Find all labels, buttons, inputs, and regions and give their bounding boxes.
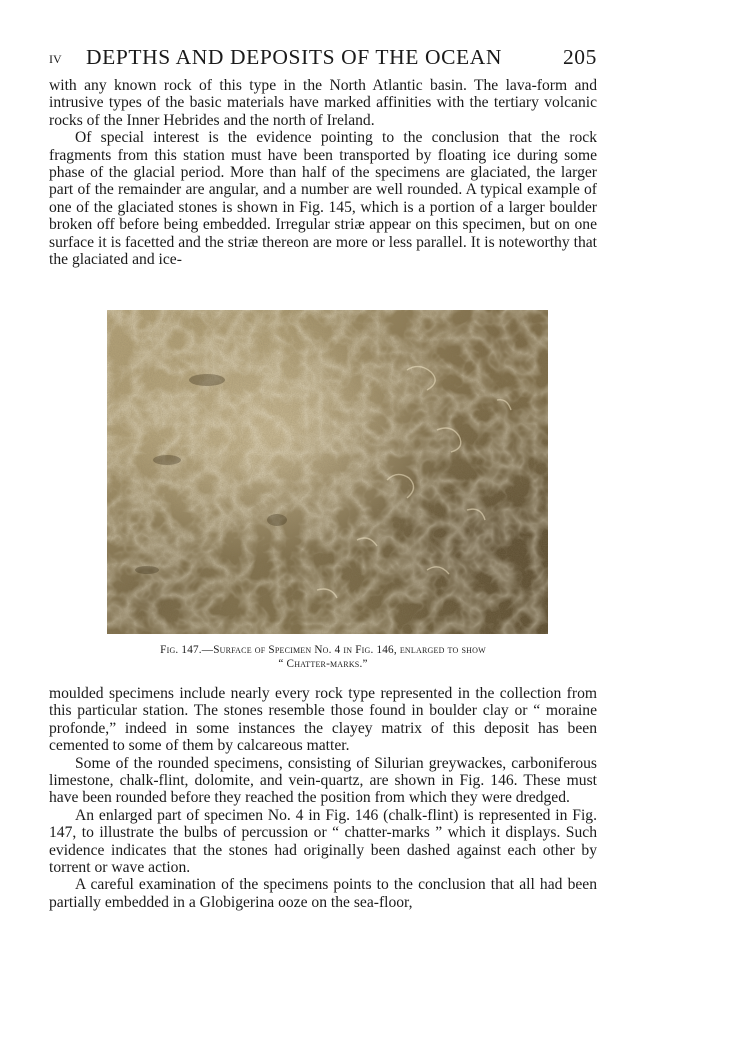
caption-line: “ Chatter-marks.”: [278, 658, 368, 670]
figure-147-photograph: [107, 310, 548, 634]
paragraph: Some of the rounded specimens, consisting of Silurian greywackes, carboniferous limestone, chalk-flint, dolomite, and vein-quartz, are shown in Fig. 146. These must have been rounded before they reached the position from which they were dredged.: [49, 754, 597, 807]
paragraph: with any known rock of this type in the North Atlantic basin. The lava-form and intrusive types of the basic materials have marked affinities with the tertiary volcanic rocks of the Inner Hebrides and the north of Ireland.: [49, 77, 597, 129]
figure-caption: [49, 643, 597, 671]
running-title: DEPTHS AND DEPOSITS OF THE OCEAN: [86, 45, 502, 69]
page-number: 205: [562, 45, 597, 69]
rock-surface-texture: [107, 310, 548, 634]
text-block-bottom: [49, 685, 597, 911]
paragraph: A careful examination of the specimens points to the conclusion that all had been partially embedded in a Globigerina ooze on the sea-floor,: [49, 876, 597, 911]
section-numeral: IV: [49, 52, 62, 66]
paragraph: An enlarged part of specimen No. 4 in Fig. 146 (chalk-flint) is represented in Fig. 147, to illustrate the bulbs of percussion or “ chatter-marks ” which it displays. Such evidence indicates that the stones had originally been dashed against each other by torrent or wave action.: [49, 806, 597, 877]
paragraph: Of special interest is the evidence pointing to the conclusion that the rock fragments from this station must have been transported by floating ice during some phase of the glacial period. More than half of the specimens are glaciated, the larger part of the remainder are angular, and a number are well rounded. A typical example of one of the glaciated stones is shown in Fig. 145, which is a portion of a larger boulder broken off before being embedded. Irregular striæ appear on this specimen, but on one surface it is facetted and the striæ thereon are more or less parallel. It is noteworthy that the glaciated and ice-: [49, 129, 597, 269]
text-block-top: [49, 77, 597, 268]
paragraph: moulded specimens include nearly every rock type represented in the collection from this particular station. The stones resemble those found in boulder clay or “ moraine profonde,” indeed in some instances the clayey matrix of this deposit has been cemented to some of them by calcareous matter.: [49, 685, 597, 755]
running-header: [49, 44, 597, 70]
caption-line: Fig. 147.—Surface of Specimen No. 4 in Fig. 146, enlarged to show: [160, 644, 486, 656]
